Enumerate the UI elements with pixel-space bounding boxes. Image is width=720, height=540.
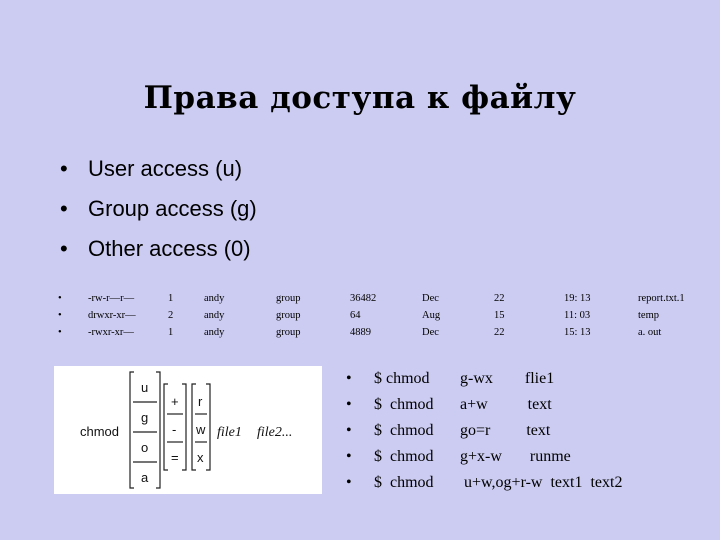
ops-bracket-right xyxy=(182,384,186,470)
diagram-perm-w: w xyxy=(196,422,206,437)
ls-links: 1 xyxy=(168,293,174,304)
ops-bracket-left xyxy=(164,384,168,470)
ls-row xyxy=(58,310,708,327)
list-item xyxy=(60,156,257,182)
ls-month: Aug xyxy=(422,310,441,321)
example-args: go=r text xyxy=(460,422,551,439)
diagram-file1: file1 xyxy=(217,425,242,440)
bullet-icon: • xyxy=(58,327,62,338)
ls-owner: andy xyxy=(204,327,225,338)
ls-day: 22 xyxy=(494,327,505,338)
ls-size: 36482 xyxy=(350,293,377,304)
ls-owner: andy xyxy=(204,310,225,321)
diagram-who-a: a xyxy=(141,470,149,485)
ls-owner: andy xyxy=(204,293,225,304)
bullet-icon: • xyxy=(346,474,352,491)
example-command: $ chmod xyxy=(374,448,434,465)
bullet-icon: • xyxy=(60,196,68,221)
example-command: $ chmod xyxy=(374,474,434,491)
bullet-icon: • xyxy=(60,236,68,261)
ls-row xyxy=(58,293,708,310)
example-args: a+w text xyxy=(460,396,552,413)
example-args: g+x-w runme xyxy=(460,448,571,465)
diagram-who-u: u xyxy=(141,380,149,395)
bullet-icon: • xyxy=(346,370,352,387)
list-item xyxy=(60,196,257,222)
ls-group: group xyxy=(276,293,301,304)
bullet-icon: • xyxy=(58,310,62,321)
example-command: $ chmod xyxy=(374,370,430,387)
ls-row xyxy=(58,327,708,344)
diagram-op-plus: + xyxy=(171,394,179,409)
access-list xyxy=(60,156,257,276)
list-item xyxy=(60,236,257,262)
ls-listing xyxy=(58,293,708,344)
diagram-file2: file2... xyxy=(257,425,293,440)
diagram-perm-x: x xyxy=(197,450,204,465)
ls-size: 64 xyxy=(350,310,361,321)
ls-permissions: -rw-r—r— xyxy=(88,293,135,304)
diagram-op-minus: - xyxy=(172,422,177,437)
perms-bracket-right xyxy=(206,384,210,470)
ls-time: 11: 03 xyxy=(564,310,591,321)
bullet-icon: • xyxy=(346,448,352,465)
bullet-icon: • xyxy=(58,293,62,304)
ls-permissions: -rwxr-xr— xyxy=(88,327,134,338)
diagram-command: chmod xyxy=(80,424,120,439)
ls-size: 4889 xyxy=(350,327,371,338)
list-item-text: Other access (0) xyxy=(88,236,251,261)
who-bracket-left xyxy=(130,372,134,488)
diagram-who-g: g xyxy=(141,410,149,425)
ls-group: group xyxy=(276,327,301,338)
bullet-icon: • xyxy=(346,396,352,413)
bullet-icon: • xyxy=(346,422,352,439)
ls-month: Dec xyxy=(422,293,439,304)
ls-group: group xyxy=(276,310,301,321)
ls-time: 15: 13 xyxy=(564,327,591,338)
list-item-text: User access (u) xyxy=(88,156,243,181)
ls-links: 2 xyxy=(168,310,174,321)
ls-month: Dec xyxy=(422,327,439,338)
example-command: $ chmod xyxy=(374,422,434,439)
diagram-who-o: o xyxy=(141,440,149,455)
chmod-diagram-svg xyxy=(54,366,322,494)
who-bracket-right xyxy=(156,372,160,488)
diagram-op-equals: = xyxy=(171,450,179,465)
ls-links: 1 xyxy=(168,327,174,338)
chmod-syntax-diagram xyxy=(54,366,322,494)
slide-title: Права доступа к файлу xyxy=(143,80,577,116)
ls-filename: a. out xyxy=(638,327,662,338)
ls-day: 15 xyxy=(494,310,505,321)
example-command: $ chmod xyxy=(374,396,434,413)
ls-filename: report.txt.1 xyxy=(638,293,685,304)
ls-day: 22 xyxy=(494,293,505,304)
bullet-icon: • xyxy=(60,156,68,181)
diagram-perm-r: r xyxy=(198,394,203,409)
ls-time: 19: 13 xyxy=(564,293,591,304)
example-args: u+w,og+r-w text1 text2 xyxy=(460,474,623,491)
list-item-text: Group access (g) xyxy=(88,196,257,221)
example-args: g-wx flie1 xyxy=(460,370,555,387)
ls-permissions: drwxr-xr— xyxy=(88,310,136,321)
ls-filename: temp xyxy=(638,310,659,321)
